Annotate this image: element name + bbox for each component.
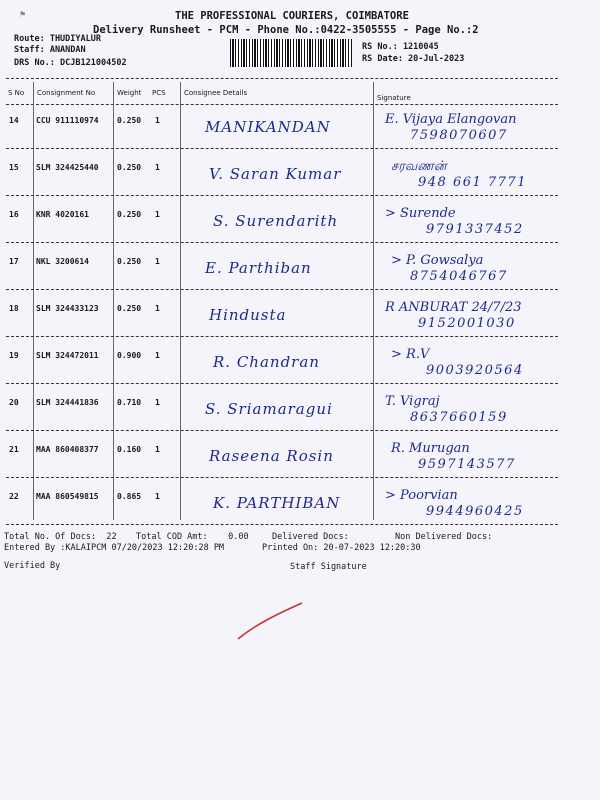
total-cod: Total COD Amt: 0.00 xyxy=(136,532,249,542)
row-consignment-no: SLM 324433123 xyxy=(36,304,99,313)
handwritten-consignee: K. PARTHIBAN xyxy=(213,494,341,512)
row-pcs: 1 xyxy=(155,304,160,313)
row-pcs: 1 xyxy=(155,210,160,219)
col-header-signature: Signature xyxy=(377,94,411,102)
row-divider xyxy=(6,430,558,431)
row-pcs: 1 xyxy=(155,492,160,501)
row-sno: 14 xyxy=(9,116,19,125)
handwritten-signature-name: சரவணன் xyxy=(391,159,447,174)
row-sno: 19 xyxy=(9,351,19,360)
row-pcs: 1 xyxy=(155,398,160,407)
company-title: THE PROFESSIONAL COURIERS, COIMBATORE xyxy=(175,10,409,22)
staff-label: Staff: ANANDAN xyxy=(14,45,86,55)
row-weight: 0.900 xyxy=(117,351,142,360)
row-weight: 0.250 xyxy=(117,304,142,313)
total-docs: Total No. Of Docs: 22 xyxy=(4,532,117,542)
col-header-consignee: Consignee Details xyxy=(184,89,248,97)
barcode xyxy=(230,39,352,67)
header-top-rule xyxy=(6,78,558,79)
row-consignment-no: KNR 4020161 xyxy=(36,210,89,219)
handwritten-signature-phone: 7598070607 xyxy=(410,128,508,143)
handwritten-signature-name: > Poorvian xyxy=(385,488,458,503)
row-consignment-no: CCU 911110974 xyxy=(36,116,99,125)
row-divider xyxy=(6,148,558,149)
col-header-sno: S No xyxy=(8,89,25,97)
row-pcs: 1 xyxy=(155,257,160,266)
header-bottom-rule xyxy=(6,104,558,105)
route-label: Route: THUDIYALUR xyxy=(14,34,101,44)
row-weight: 0.160 xyxy=(117,445,142,454)
runsheet-subtitle: Delivery Runsheet - PCM - Phone No.:0422-3505555 - Page No.:2 xyxy=(93,24,479,36)
row-weight: 0.250 xyxy=(117,163,142,172)
handwritten-signature-phone: 9791337452 xyxy=(426,222,524,237)
row-divider xyxy=(6,195,558,196)
handwritten-signature-phone: 9944960425 xyxy=(426,504,524,519)
handwritten-signature-phone: 9152001030 xyxy=(418,316,516,331)
handwritten-signature-name: T. Vigraj xyxy=(385,394,440,409)
drs-number: DRS No.: DCJB121004502 xyxy=(14,58,127,68)
non-delivered-docs: Non Delivered Docs: xyxy=(395,532,493,542)
row-weight: 0.250 xyxy=(117,257,142,266)
row-weight: 0.250 xyxy=(117,210,142,219)
row-consignment-no: SLM 324472011 xyxy=(36,351,99,360)
row-weight: 0.865 xyxy=(117,492,142,501)
row-divider xyxy=(6,383,558,384)
delivered-docs: Delivered Docs: xyxy=(272,532,349,542)
handwritten-signature-phone: 9597143577 xyxy=(418,457,516,472)
handwritten-signature-name: > R.V xyxy=(391,347,430,362)
red-pen-stroke xyxy=(230,595,310,645)
row-divider xyxy=(6,289,558,290)
handwritten-signature-phone: 9003920564 xyxy=(426,363,524,378)
row-sno: 18 xyxy=(9,304,19,313)
handwritten-signature-name: R. Murugan xyxy=(391,441,470,456)
row-consignment-no: SLM 324441836 xyxy=(36,398,99,407)
row-sno: 22 xyxy=(9,492,19,501)
row-divider xyxy=(6,477,558,478)
row-pcs: 1 xyxy=(155,163,160,172)
row-weight: 0.710 xyxy=(117,398,142,407)
handwritten-consignee: Raseena Rosin xyxy=(209,447,334,465)
handwritten-signature-name: > Surende xyxy=(385,206,456,221)
row-consignment-no: MAA 860549815 xyxy=(36,492,99,501)
row-sno: 20 xyxy=(9,398,19,407)
handwritten-signature-name: > P. Gowsalya xyxy=(391,253,484,268)
row-consignment-no: MAA 860408377 xyxy=(36,445,99,454)
handwritten-consignee: V. Saran Kumar xyxy=(209,165,342,183)
handwritten-signature-name: E. Vijaya Elangovan xyxy=(385,112,517,127)
handwritten-signature-phone: 948 661 7771 xyxy=(418,175,527,190)
printed-on: Printed On: 20-07-2023 12:20:30 xyxy=(262,543,421,553)
row-divider xyxy=(6,242,558,243)
logo-mark: ⚑ xyxy=(20,10,26,20)
staff-signature: Staff Signature xyxy=(290,562,367,572)
handwritten-signature-name: R ANBURAT 24/7/23 xyxy=(385,300,522,315)
row-weight: 0.250 xyxy=(117,116,142,125)
rs-date: RS Date: 20-Jul-2023 xyxy=(362,54,465,64)
row-sno: 16 xyxy=(9,210,19,219)
row-pcs: 1 xyxy=(155,351,160,360)
handwritten-consignee: MANIKANDAN xyxy=(205,118,331,136)
verified-by: Verified By xyxy=(4,561,61,571)
row-sno: 15 xyxy=(9,163,19,172)
row-divider xyxy=(6,524,558,525)
handwritten-consignee: S. Sriamaragui xyxy=(205,400,333,418)
col-header-consignment: Consignment No xyxy=(37,89,96,97)
col-header-weight: Weight xyxy=(117,89,142,97)
row-consignment-no: NKL 3200614 xyxy=(36,257,89,266)
row-sno: 17 xyxy=(9,257,19,266)
row-consignment-no: SLM 324425440 xyxy=(36,163,99,172)
row-pcs: 1 xyxy=(155,445,160,454)
row-pcs: 1 xyxy=(155,116,160,125)
entered-by: Entered By :KALAIPCM 07/20/2023 12:20:28 PM xyxy=(4,543,225,553)
handwritten-signature-phone: 8637660159 xyxy=(410,410,508,425)
col-header-pcs: PCS xyxy=(152,89,166,97)
handwritten-signature-phone: 8754046767 xyxy=(410,269,508,284)
row-sno: 21 xyxy=(9,445,19,454)
handwritten-consignee: Hindusta xyxy=(209,306,287,324)
handwritten-consignee: E. Parthiban xyxy=(205,259,312,277)
handwritten-consignee: R. Chandran xyxy=(213,353,320,371)
row-divider xyxy=(6,336,558,337)
handwritten-consignee: S. Surendarith xyxy=(213,212,339,230)
rs-number: RS No.: 1210045 xyxy=(362,42,439,52)
